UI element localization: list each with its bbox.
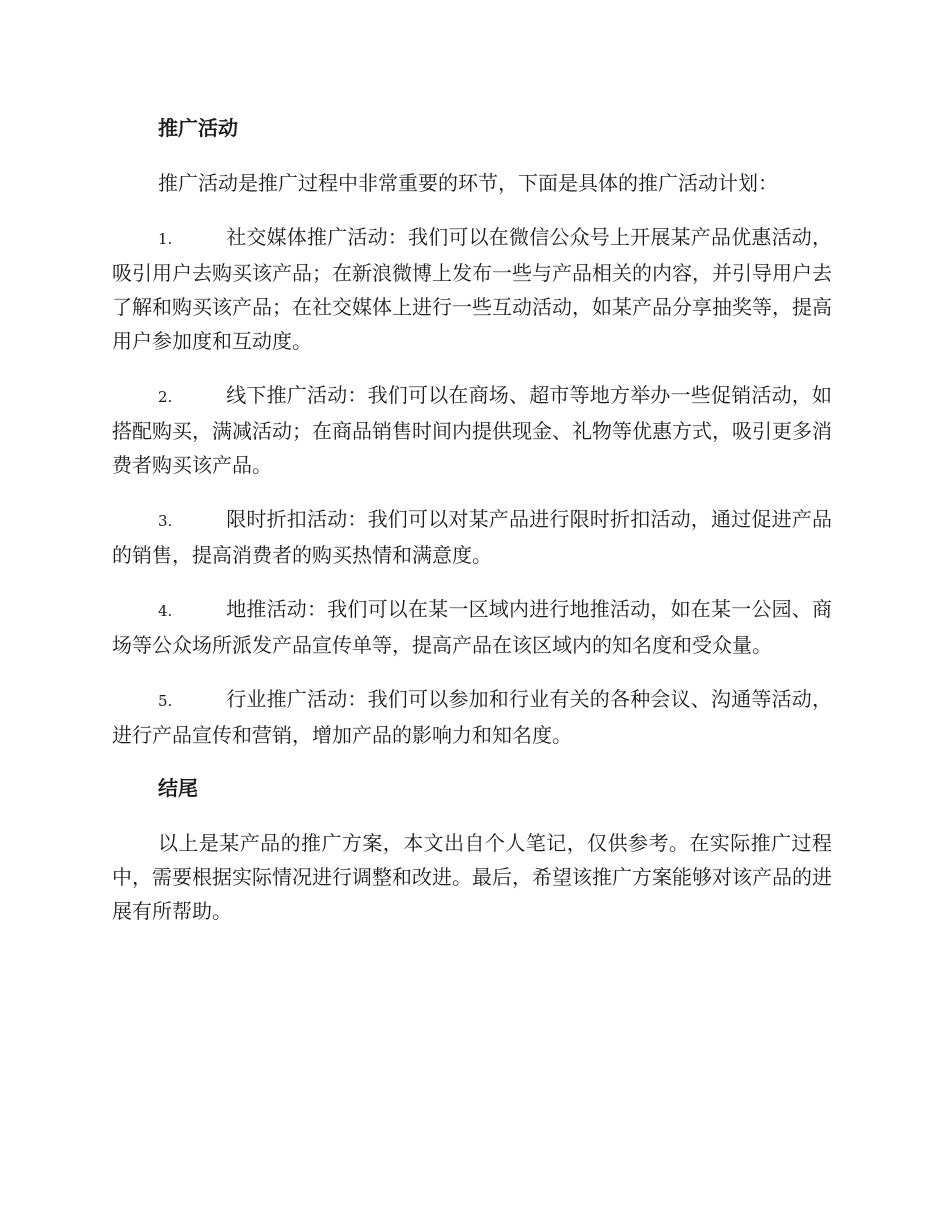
section-heading-promotion: 推广活动 [158,116,238,140]
list-item-number: 2. [158,388,173,406]
list-item-text: 限时折扣活动：我们可以对某产品进行限时折扣活动，通过促进产品的销售，提高消费者的购买热情和满意度。 [112,507,832,567]
section-heading-conclusion: 结尾 [158,776,198,800]
list-item [112,378,832,482]
list-item [112,682,832,752]
list-item-number: 4. [158,602,173,620]
list-item-text: 线下推广活动：我们可以在商场、超市等地方举办一些促销活动，如搭配购买，满减活动；在商品销售时间内提供现金、礼物等优惠方式，吸引更多消费者购买该产品。 [112,383,832,477]
conclusion-paragraph: 以上是某产品的推广方案，本文出自个人笔记，仅供参考。在实际推广过程中，需要根据实际情况进行调整和改进。最后，希望该推广方案能够对该产品的进展有所帮助。 [112,831,832,923]
list-item [112,592,832,662]
list-item-text: 社交媒体推广活动：我们可以在微信公众号上开展某产品优惠活动，吸引用户去购买该产品；在新浪微博上发布一些与产品相关的内容，并引导用户去了解和购买该产品；在社交媒体上进行一些互动活动，如某产品分享抽奖等，提高用户参加度和互动度。 [112,225,832,353]
intro-paragraph: 推广活动是推广过程中非常重要的环节，下面是具体的推广活动计划： [158,171,778,195]
list-item [112,220,832,358]
list-item-text: 行业推广活动：我们可以参加和行业有关的各种会议、沟通等活动，进行产品宣传和营销，增加产品的影响力和知名度。 [112,687,832,747]
list-item-number: 3. [158,512,173,530]
list-item-text: 地推活动：我们可以在某一区域内进行地推活动，如在某一公园、商场等公众场所派发产品宣传单等，提高产品在该区域内的知名度和受众量。 [112,597,832,657]
list-item-number: 5. [158,692,173,710]
list-item-number: 1. [158,230,173,248]
list-item [112,502,832,572]
document-page [112,112,832,948]
